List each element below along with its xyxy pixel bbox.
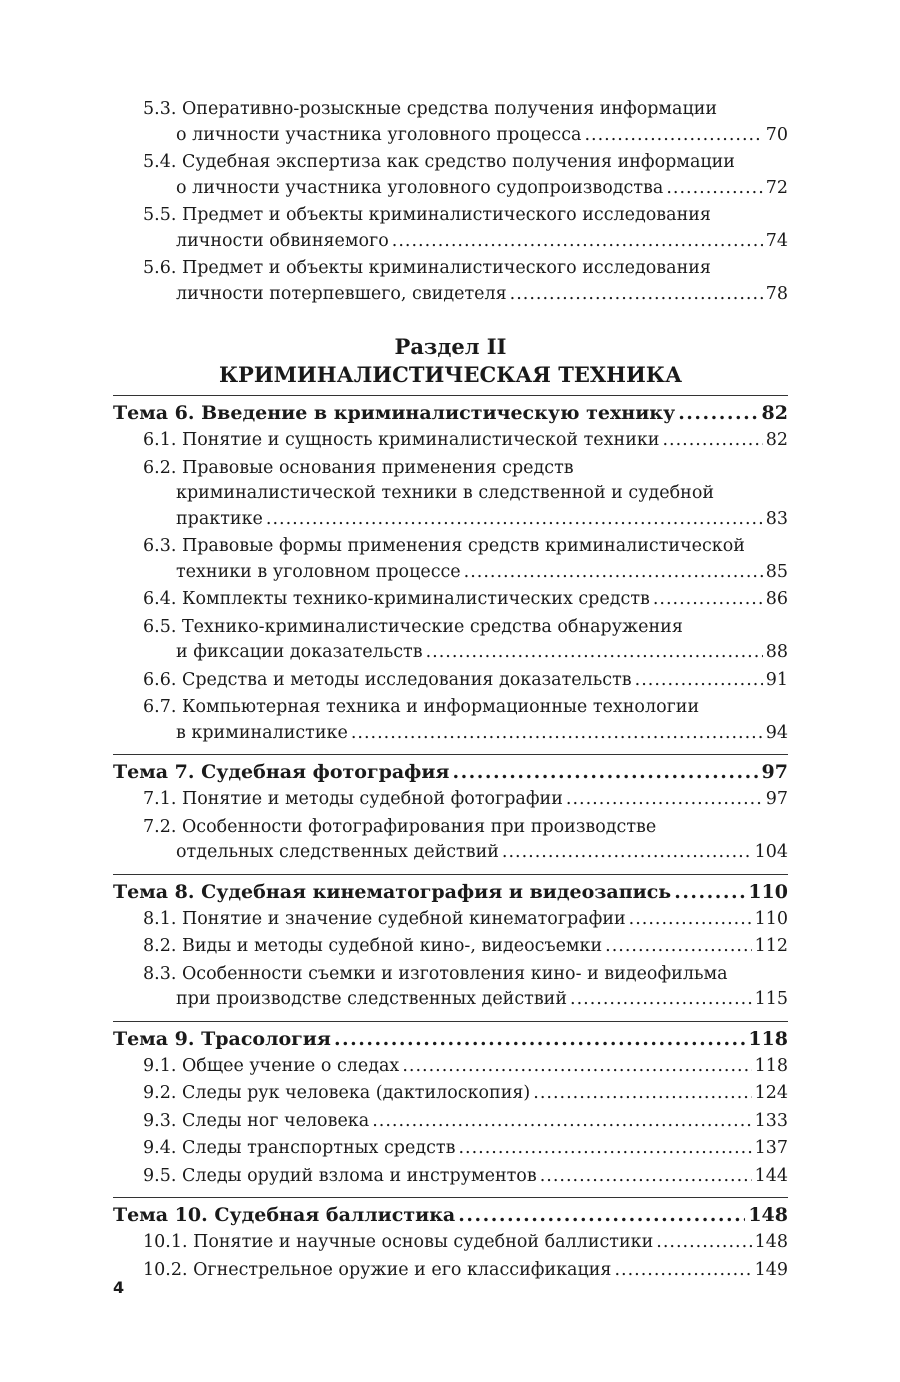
- toc-page-number: 74: [765, 230, 788, 251]
- dot-leader: [266, 507, 763, 533]
- table-of-contents: [113, 96, 788, 1284]
- toc-page-number: 94: [765, 722, 788, 743]
- dot-leader: [334, 1026, 745, 1053]
- dot-leader: [666, 176, 762, 202]
- toc-entry-text: в криминалистике: [176, 722, 348, 743]
- toc-page-number: 82: [765, 430, 788, 450]
- toc-entry-text: 6.6. Средства и методы исследования доказательств: [143, 669, 632, 690]
- toc-entry-last-line: [143, 560, 788, 586]
- toc-entry-last-line: [143, 1081, 788, 1107]
- toc-entry: [113, 1257, 788, 1284]
- toc-entry: [113, 906, 788, 933]
- toc-entry-last-line: [143, 229, 788, 255]
- toc-entry-last-line: [143, 123, 788, 149]
- dot-leader: [464, 560, 763, 586]
- dot-leader: [510, 282, 763, 308]
- toc-page-number: 148: [754, 1232, 788, 1252]
- toc-entry-text: о личности участника уголовного судопроизводства: [176, 177, 664, 198]
- toc-entry-text: 6.2. Правовые основания применения средств: [143, 457, 574, 478]
- topic-heading: [113, 1197, 788, 1229]
- toc-entry-text: отдельных следственных действий: [176, 842, 499, 862]
- toc-entry-text: 9.3. Следы ног человека: [143, 1110, 370, 1131]
- toc-entry-last-line: [143, 934, 788, 960]
- topic-list: [113, 395, 788, 1283]
- dot-leader: [678, 400, 758, 427]
- toc-entry-text: 6.7. Компьютерная техника и информационные технологии: [143, 697, 700, 717]
- toc-entry: [113, 202, 788, 254]
- toc-entry-text: 6.5. Технико-криминалистические средства обнаружения: [143, 616, 683, 637]
- topic-page-number: 118: [748, 1027, 788, 1050]
- toc-entry-text: личности обвиняемого: [176, 230, 389, 251]
- section-title: КРИМИНАЛИСТИЧЕСКАЯ ТЕХНИКА: [218, 362, 683, 387]
- toc-entry-last-line: [143, 282, 788, 308]
- topic-title: Тема 8. Судебная кинематография и видеозапись: [113, 880, 672, 903]
- toc-entry-last-line: [143, 1054, 788, 1080]
- topic-page-number: 97: [761, 761, 788, 783]
- toc-entry: [113, 1108, 788, 1135]
- dot-leader: [629, 907, 752, 933]
- dot-leader: [372, 1109, 751, 1135]
- topic-title: Тема 7. Судебная фотография: [113, 761, 450, 783]
- toc-entry-last-line: [143, 721, 788, 747]
- toc-entry: [113, 1163, 788, 1190]
- toc-page-number: 91: [765, 669, 788, 690]
- toc-entry-text: 9.5. Следы орудий взлома и инструментов: [143, 1165, 537, 1186]
- toc-entry-text: и фиксации доказательств: [176, 642, 423, 662]
- dot-leader: [653, 587, 763, 613]
- toc-entry: [113, 614, 788, 666]
- toc-entry-last-line: [143, 507, 788, 533]
- toc-entry-last-line: [143, 907, 788, 933]
- toc-page-number: 70: [765, 124, 788, 145]
- dot-leader: [392, 229, 763, 255]
- toc-page-number: 118: [754, 1055, 788, 1076]
- toc-page-number: 115: [754, 989, 788, 1009]
- toc-entry-text: при производстве следственных действий: [176, 989, 568, 1009]
- toc-entry-text: 9.1. Общее учение о следах: [143, 1055, 400, 1076]
- dot-leader: [458, 1202, 745, 1229]
- toc-entry-text: 6.3. Правовые формы применения средств криминалистической: [143, 536, 745, 556]
- topic-page-number: 110: [748, 880, 788, 903]
- toc-entry-text: 6.1. Понятие и сущность криминалистической техники: [143, 430, 660, 450]
- toc-entry-last-line: [143, 428, 788, 454]
- dot-leader: [566, 787, 763, 813]
- toc-entry-last-line: [143, 587, 788, 613]
- topic-heading: [113, 395, 788, 427]
- toc-entry-last-line: [143, 640, 788, 666]
- dot-leader: [584, 123, 762, 149]
- section-heading: [113, 333, 788, 389]
- toc-entry-text: 9.4. Следы транспортных средств: [143, 1138, 456, 1158]
- toc-entry-text: 5.4. Судебная экспертиза как средство получения информации: [143, 152, 735, 172]
- toc-entry: [113, 667, 788, 694]
- dot-leader: [458, 1136, 751, 1162]
- dot-leader: [452, 759, 758, 786]
- toc-entry-text: техники в уголовном процессе: [176, 561, 461, 582]
- toc-entry-text: 10.1. Понятие и научные основы судебной баллистики: [143, 1232, 654, 1252]
- toc-entry: [113, 961, 788, 1013]
- pre-section-entries: [113, 96, 788, 307]
- toc-page-number: 133: [754, 1110, 788, 1131]
- toc-entry-last-line: [143, 176, 788, 202]
- toc-page-number: 110: [754, 908, 788, 929]
- toc-entry: [113, 694, 788, 746]
- toc-entry-text: 5.6. Предмет и объекты криминалистического исследования: [143, 258, 711, 278]
- toc-entry-last-line: [143, 787, 788, 813]
- dot-leader: [351, 721, 763, 747]
- toc-entry: [113, 586, 788, 613]
- toc-entry: [113, 1229, 788, 1256]
- topic-page-number: 148: [748, 1204, 788, 1226]
- dot-leader: [674, 879, 745, 906]
- toc-page-number: 144: [754, 1165, 788, 1186]
- toc-entry-last-line: [143, 1136, 788, 1162]
- toc-entry: [113, 1053, 788, 1080]
- toc-entry-text: криминалистической техники в следственной и судебной: [176, 483, 715, 503]
- toc-entry: [113, 96, 788, 148]
- dot-leader: [635, 668, 763, 694]
- toc-entry-last-line: [143, 1258, 788, 1284]
- toc-entry: [113, 933, 788, 960]
- toc-entry: [113, 455, 788, 533]
- dot-leader: [570, 987, 752, 1013]
- topic-heading: [113, 874, 788, 906]
- toc-entry-text: 8.3. Особенности съемки и изготовления кино- и видеофильма: [143, 963, 728, 984]
- toc-entry-last-line: [143, 840, 788, 866]
- section-label: Раздел II: [394, 334, 507, 359]
- toc-page-number: 104: [754, 842, 788, 862]
- toc-entry: [113, 814, 788, 866]
- toc-entry-last-line: [143, 1230, 788, 1256]
- topic-title: Тема 9. Трасология: [113, 1027, 331, 1050]
- toc-page-number: 78: [765, 283, 788, 304]
- toc-entry-text: о личности участника уголовного процесса: [176, 124, 582, 145]
- toc-page-number: 88: [765, 642, 788, 662]
- dot-leader: [662, 428, 762, 454]
- toc-entry-text: 5.3. Оперативно-розыскные средства получения информации: [143, 99, 718, 119]
- topic-title: Тема 10. Судебная баллистика: [113, 1204, 456, 1226]
- toc-entry: [113, 533, 788, 585]
- toc-entry: [113, 1135, 788, 1162]
- toc-entry-text: 9.2. Следы рук человека (дактилоскопия): [143, 1083, 531, 1103]
- dot-leader: [502, 840, 752, 866]
- toc-entry-text: 10.2. Огнестрельное оружие и его классификация: [143, 1259, 612, 1280]
- toc-entry-text: практике: [176, 508, 263, 529]
- toc-entry-text: 5.5. Предмет и объекты криминалистического исследования: [143, 205, 711, 225]
- topic-title: Тема 6. Введение в криминалистическую технику: [113, 402, 676, 424]
- topic-heading: [113, 754, 788, 786]
- toc-entry-last-line: [143, 1109, 788, 1135]
- toc-page-number: 149: [754, 1259, 788, 1280]
- toc-page-number: 86: [765, 589, 788, 609]
- toc-page-number: 124: [754, 1083, 788, 1103]
- toc-page-number: 72: [765, 177, 788, 198]
- dot-leader: [605, 934, 751, 960]
- toc-entry: [113, 427, 788, 454]
- toc-entry-last-line: [143, 668, 788, 694]
- toc-entry-text: 7.1. Понятие и методы судебной фотографии: [143, 789, 563, 809]
- dot-leader: [402, 1054, 751, 1080]
- toc-entry: [113, 149, 788, 201]
- toc-entry-text: 7.2. Особенности фотографирования при производстве: [143, 816, 657, 837]
- toc-entry-text: 8.1. Понятие и значение судебной кинематографии: [143, 908, 626, 929]
- page-number: 4: [113, 1278, 125, 1297]
- dot-leader: [426, 640, 763, 666]
- toc-page-number: 85: [765, 561, 788, 582]
- toc-page-number: 137: [754, 1138, 788, 1158]
- topic-page-number: 82: [761, 402, 788, 424]
- dot-leader: [533, 1081, 751, 1107]
- dot-leader: [540, 1164, 752, 1190]
- toc-entry: [113, 786, 788, 813]
- toc-entry-text: личности потерпевшего, свидетеля: [176, 283, 507, 304]
- toc-entry-last-line: [143, 1164, 788, 1190]
- toc-entry-text: 8.2. Виды и методы судебной кино-, видеосъемки: [143, 936, 603, 956]
- toc-page-number: 97: [765, 789, 788, 809]
- dot-leader: [656, 1230, 751, 1256]
- toc-page-number: 112: [754, 936, 788, 956]
- topic-heading: [113, 1021, 788, 1053]
- toc-entry-text: 6.4. Комплекты технико-криминалистических средств: [143, 589, 650, 609]
- toc-page-number: 83: [765, 508, 788, 529]
- toc-entry: [113, 255, 788, 307]
- toc-entry: [113, 1080, 788, 1107]
- toc-entry-last-line: [143, 987, 788, 1013]
- dot-leader: [614, 1258, 751, 1284]
